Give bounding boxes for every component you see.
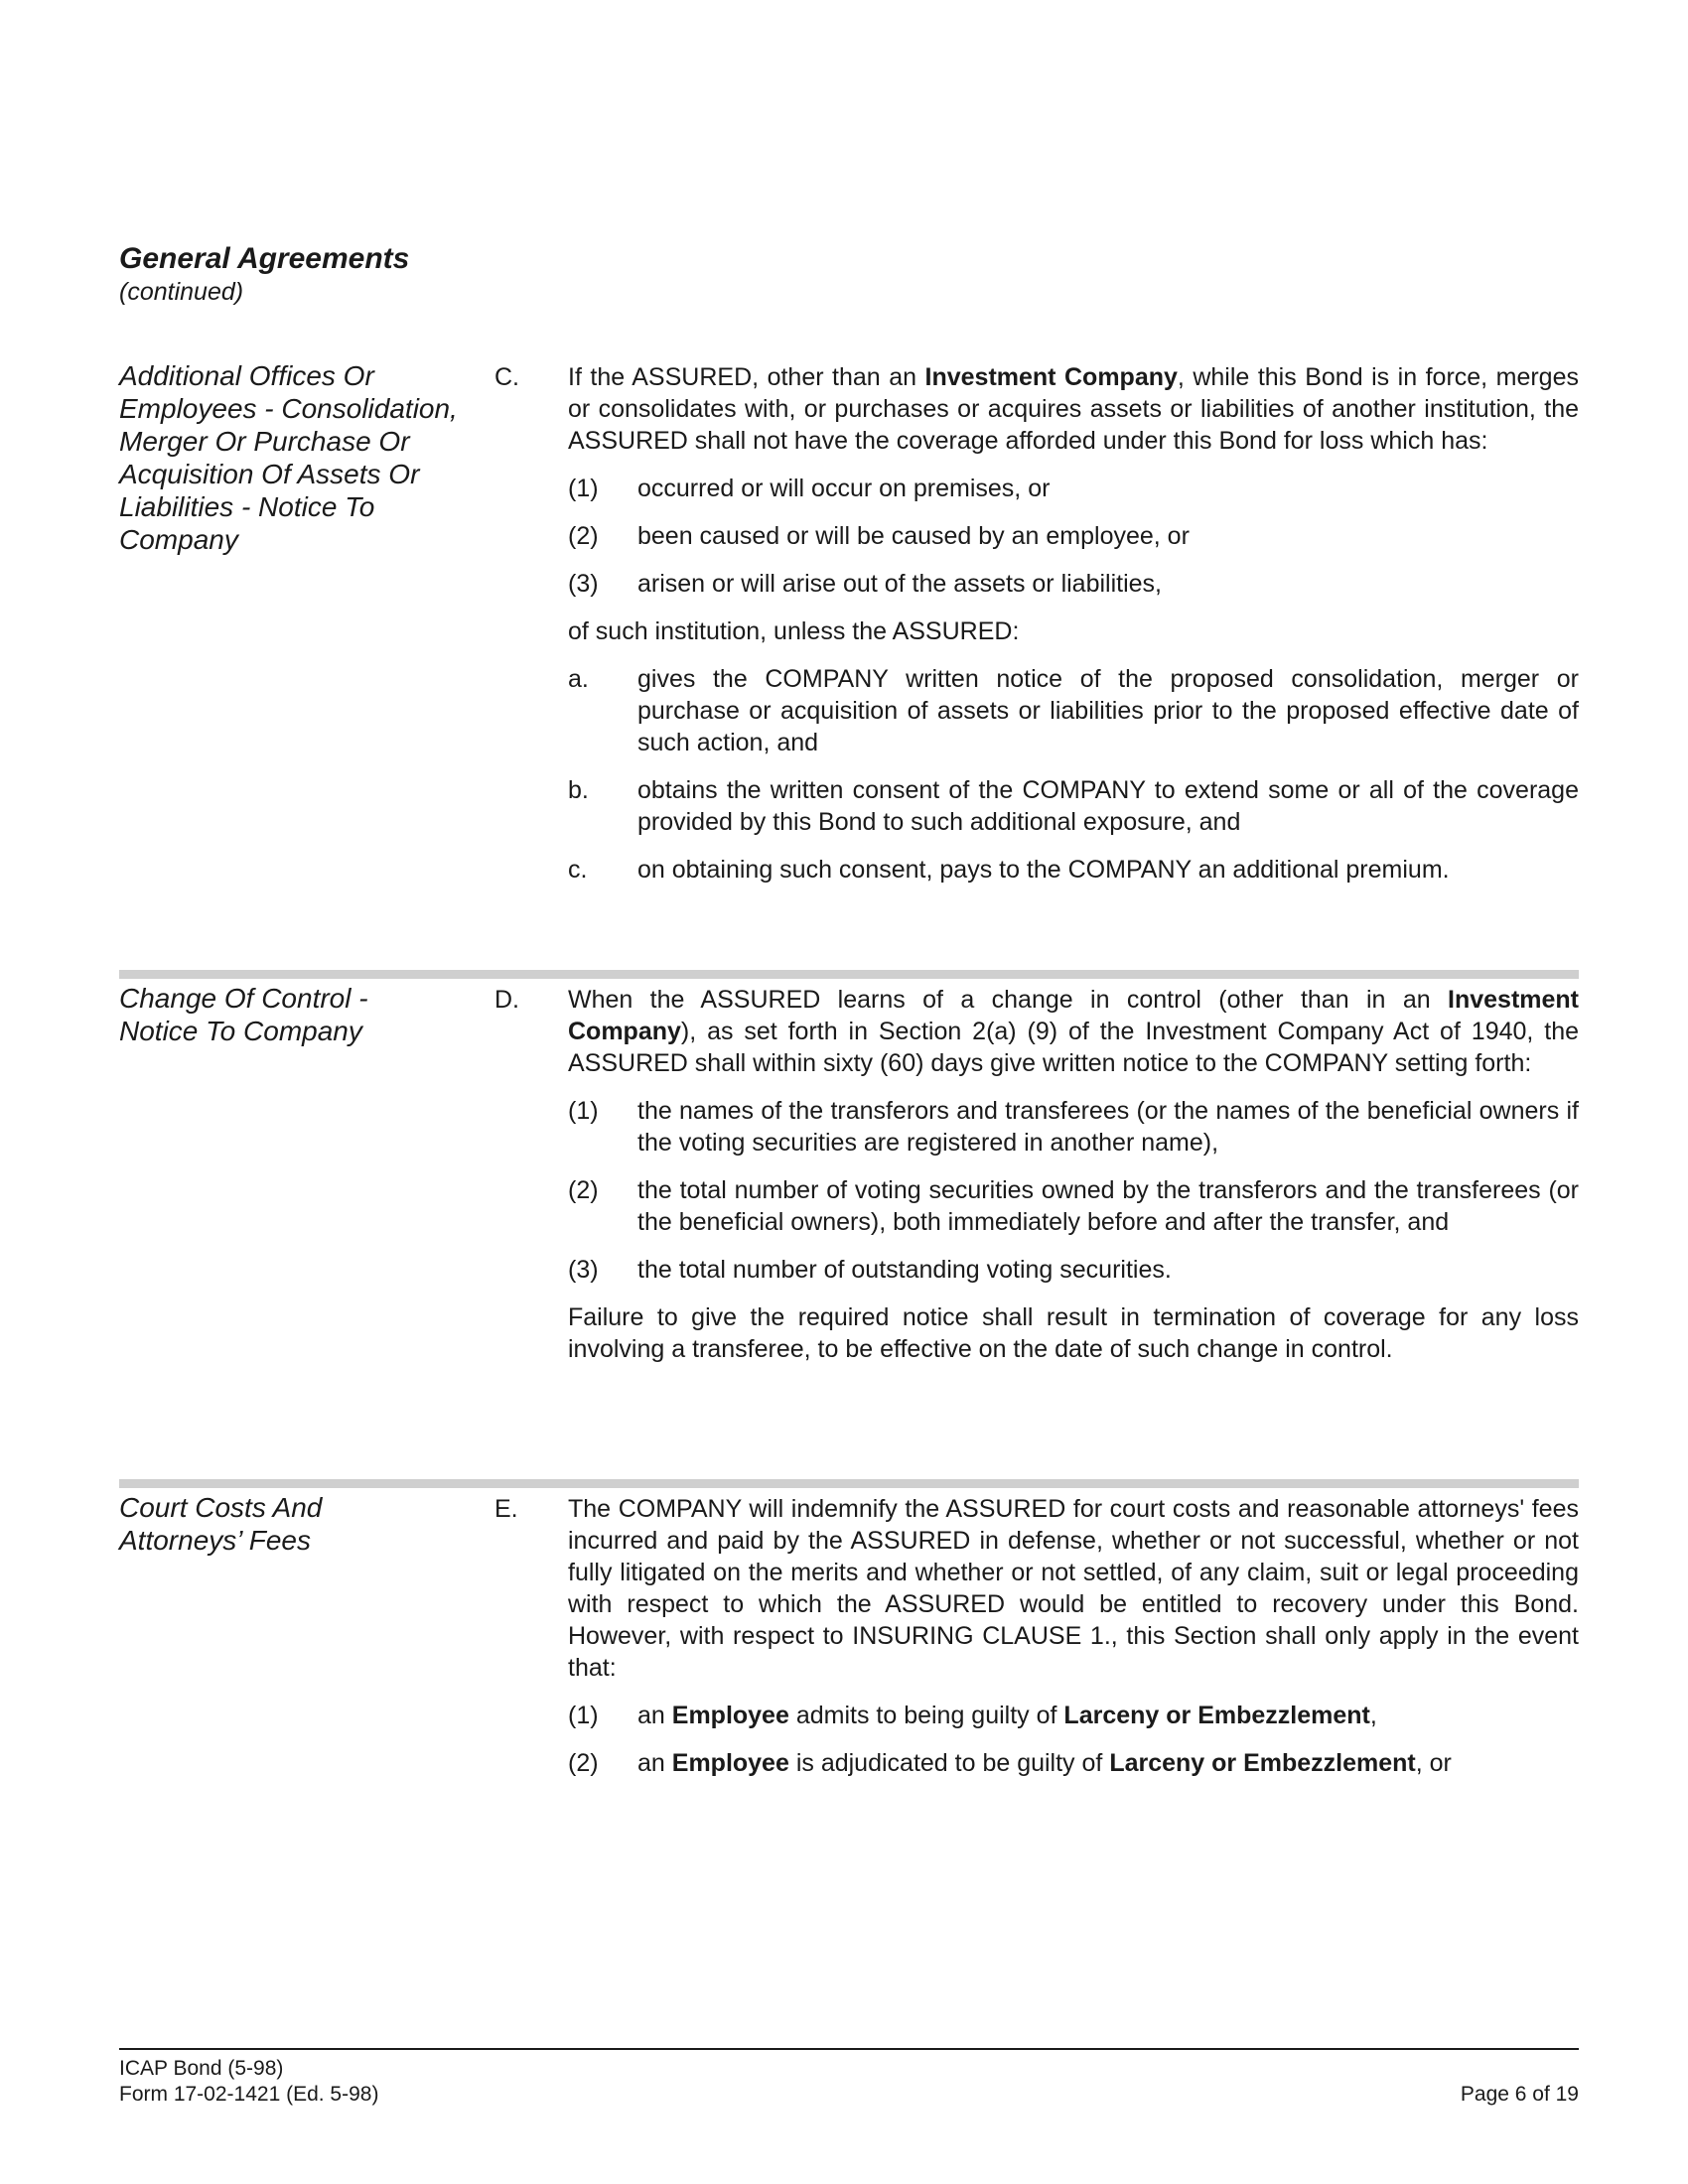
footer-bond-label: ICAP Bond (5-98) [119, 2057, 284, 2080]
section-intro: The COMPANY will indemnify the ASSURED for court costs and reasonable attorneys' fees incurred and paid by the ASSURED in defense, whether or not successful, whether or not fully litigated on the merits and whether or not settled, of any claim, suit or legal proceeding with respect to which the ASSURED would be entitled to recovery under this Bond. However, with respect to INSURING CLAUSE 1., this Section shall only apply in the event that: [568, 1495, 1579, 1682]
section-middle-text: of such institution, unless the ASSURED: [568, 617, 1020, 645]
section-divider [119, 970, 1579, 979]
footer-form-info [119, 2056, 378, 2108]
list-item: (2) the total number of voting securities owned by the transferors and the transferees (or the beneficial owners), both immediately before and after the transfer, and [568, 1176, 1579, 1236]
section-body [568, 984, 1579, 1365]
section-letter: C. [494, 363, 519, 391]
section-body [568, 1493, 1579, 1779]
section-intro: When the ASSURED learns of a change in control (other than in an Investment Company), as set forth in Section 2(a) (9) of the Investment Company Act of 1940, the ASSURED shall within sixty (60) days give written notice to the COMPANY setting forth: [568, 986, 1579, 1077]
section-heading: Change Of Control - Notice To Company [119, 983, 368, 1046]
section-heading: Court Costs And Attorneys’ Fees [119, 1492, 323, 1556]
section-letter: E. [494, 1495, 518, 1523]
list-item: c. on obtaining such consent, pays to the COMPANY an additional premium. [568, 856, 1450, 884]
section-letter: D. [494, 986, 519, 1014]
page-title: General Agreements [119, 242, 410, 275]
defined-term: Investment Company [568, 986, 1579, 1045]
defined-term: Investment Company [924, 363, 1178, 391]
list-item: a. gives the COMPANY written notice of the proposed consolidation, merger or purchase or acquisition of assets or liabilities prior to the proposed effective date of such action, and [568, 665, 1579, 756]
page-number: Page 6 of 19 [1460, 2083, 1579, 2106]
page-subtitle: (continued) [119, 278, 244, 306]
section-divider [119, 1479, 1579, 1488]
page-header [119, 241, 409, 307]
section-intro: If the ASSURED, other than an Investment Company, while this Bond is in force, merges or consolidates with, or purchases or acquires assets or liabilities of another institution, the ASSURED shall not have the coverage afforded under this Bond for loss which has: [568, 363, 1579, 455]
footer-form-number: Form 17-02-1421 (Ed. 5-98) [119, 2083, 379, 2106]
footer-divider [119, 2048, 1579, 2050]
list-item: (1) an Employee admits to being guilty of Larceny or Embezzlement, [568, 1702, 1377, 1729]
list-item: (1) occurred or will occur on premises, or [568, 475, 1051, 502]
section-closing: Failure to give the required notice shall result in termination of coverage for any loss involving a transferee, to be effective on the date of such change in control. [568, 1303, 1579, 1363]
list-item: b. obtains the written consent of the COMPANY to extend some or all of the coverage provided by this Bond to such additional exposure, and [568, 776, 1579, 836]
list-item: (2) an Employee is adjudicated to be guilty of Larceny or Embezzlement, or [568, 1749, 1452, 1777]
list-item: (3) the total number of outstanding voting securities. [568, 1256, 1172, 1284]
list-item: (1) the names of the transferors and transferees (or the names of the beneficial owners if the voting securities are registered in another name), [568, 1097, 1579, 1157]
list-item: (3) arisen or will arise out of the assets or liabilities, [568, 570, 1163, 598]
section-body [568, 361, 1579, 886]
section-heading: Additional Offices Or Employees - Consolidation, Merger Or Purchase Or Acquisition Of Assets Or Liabilities - Notice To Company [119, 360, 458, 555]
list-item: (2) been caused or will be caused by an employee, or [568, 522, 1190, 550]
